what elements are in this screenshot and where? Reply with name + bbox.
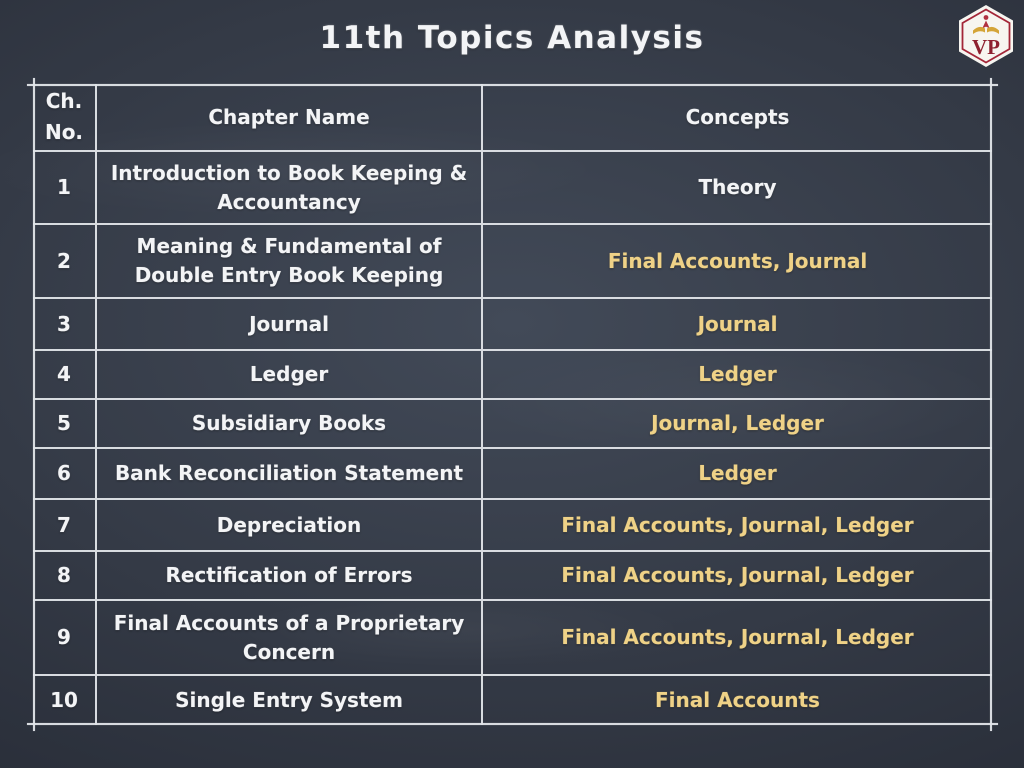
table-row [33,601,992,676]
header-chapter-name: Chapter Name [97,84,483,152]
chapter-name-cell: Journal [97,299,483,351]
table-row [33,500,992,552]
page-title: 11th Topics Analysis [319,20,705,56]
chapter-number-cell: 8 [33,552,97,601]
table-row [33,552,992,601]
table-row [33,299,992,351]
chapter-number-cell: 1 [33,152,97,225]
table-row [33,400,992,449]
table-border-left [33,78,35,731]
concepts-cell: Journal [483,299,992,351]
concepts-cell: Final Accounts, Journal, Ledger [483,552,992,601]
chapter-number-cell: 3 [33,299,97,351]
table-row [33,152,992,225]
chapter-number-cell: 10 [33,676,97,725]
table-border-bottom [27,723,998,725]
table-row [33,225,992,299]
chapter-name-cell: Single Entry System [97,676,483,725]
chapter-number-cell: 4 [33,351,97,400]
concepts-cell: Final Accounts, Journal, Ledger [483,500,992,552]
table-border-top [27,84,998,86]
chapter-number-cell: 6 [33,449,97,500]
table-header [33,84,992,152]
concepts-cell: Theory [483,152,992,225]
table-row [33,351,992,400]
table-body [33,152,992,725]
table-row [33,676,992,725]
concepts-cell: Ledger [483,351,992,400]
chapter-name-cell: Introduction to Book Keeping & Accountancy [97,152,483,225]
chapter-number-cell: 5 [33,400,97,449]
table-border-right [990,78,992,731]
header-chapter-number: Ch. No. [33,84,97,152]
chapter-name-cell: Bank Reconciliation Statement [97,449,483,500]
vp-logo [956,4,1016,68]
concepts-cell: Final Accounts [655,688,820,712]
chapter-name-cell: Ledger [97,351,483,400]
chapter-name-cell: Subsidiary Books [97,400,483,449]
chapter-name-cell: Rectification of Errors [97,552,483,601]
concepts-cell: Ledger [483,449,992,500]
table-header-row [33,84,992,152]
chapter-number-cell: 2 [33,225,97,299]
chapter-name-cell: Depreciation [97,500,483,552]
logo-vp-text: VP [972,35,1000,59]
header-concepts: Concepts [483,84,992,152]
topics-table-frame [33,84,992,725]
concepts-cell: Final Accounts, Journal [483,225,992,299]
chapter-name-cell: Final Accounts of a Proprietary Concern [97,601,483,676]
table-row [33,449,992,500]
concepts-cell: Final Accounts, Journal, Ledger [483,601,992,676]
concepts-cell: Journal, Ledger [483,400,992,449]
chapter-name-cell: Meaning & Fundamental of Double Entry Book Keeping [97,225,483,299]
topics-table [33,84,992,725]
chapter-number-cell: 7 [33,500,97,552]
chapter-number-cell: 9 [33,601,97,676]
